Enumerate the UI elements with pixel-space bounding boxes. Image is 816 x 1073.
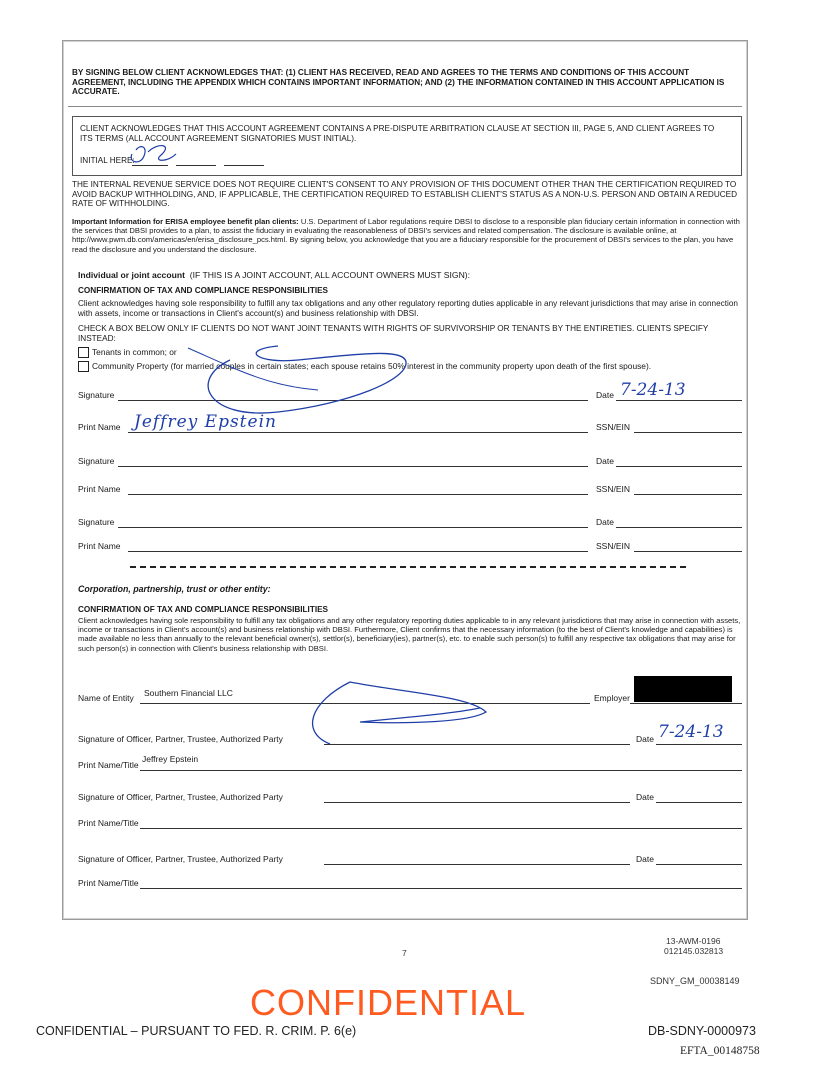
initial-line-2[interactable] [176, 165, 216, 166]
ssn-2-label: SSN/EIN [596, 484, 631, 494]
entity-print-1-value: Jeffrey Epstein [142, 754, 199, 764]
section-separator [130, 566, 686, 568]
entity-conf-heading: CONFIRMATION OF TAX AND COMPLIANCE RESPONSIBILITIES [78, 605, 329, 614]
entity-date-2-line[interactable] [656, 802, 742, 803]
entity-date-2-label: Date [636, 792, 654, 802]
entity-signature-handwriting [290, 672, 500, 752]
bates-db-sdny: DB-SDNY-0000973 [648, 1024, 756, 1038]
erisa-paragraph [72, 217, 740, 254]
page-number: 7 [402, 948, 407, 958]
entity-date-1-line[interactable] [656, 744, 742, 745]
form-code-1: 13-AWM-0196 [666, 936, 721, 946]
entity-signature-2-label: Signature of Officer, Partner, Trustee, Authorized Party [78, 792, 283, 802]
entity-signature-1-label: Signature of Officer, Partner, Trustee, Authorized Party [78, 734, 283, 744]
signature-1-label: Signature [78, 390, 115, 400]
irs-text: THE INTERNAL REVENUE SERVICE DOES NOT REQUIRE CLIENT'S CONSENT TO ANY PROVISION OF THIS DOCUMENT OTHER THAN THE CERTIFICATION REQUIRED TO AVOID BACKUP WITHHOLDING, AND, IF APPLICABLE, THE CERTIFICATION REQUIRED TO ESTABLISH CLIENT'S STATUS AS A NON-U.S. PERSON AND OBTAIN A REDUCED RATE OF WITHHOLDING. [72, 180, 738, 209]
signature-2-label: Signature [78, 456, 115, 466]
date-1-label: Date [596, 390, 614, 400]
ssn-3-label: SSN/EIN [596, 541, 631, 551]
signature-1-handwriting [178, 340, 418, 430]
community-property-label: Community Property (for married couples in certain states; each spouse retains 50% interest in the community property upon death of the first spouse). [92, 361, 652, 371]
erisa-text: U.S. Department of Labor regulations require DBSI to disclose to a responsible plan fiduciary certain information in connection with the services that DBSI provides to a plan, to assist the fiduciary in evaluating the reasonableness of DBSI's services and related compensation. The disclosure is available online, at http://www.pwm.db.com/americas/en/erisa_disclosure_pcs.html. By signing below, you acknowledge that you are a fiduciary responsible for the procurement of DBSI's services to the plan, you have read the disclosure and you understand the disclosure. [72, 217, 740, 254]
date-3-label: Date [596, 517, 614, 527]
form-code-2: 012145.032813 [664, 946, 724, 956]
initial-label: INITIAL HERE: [80, 156, 135, 165]
tenants-in-common-checkbox[interactable] [78, 347, 89, 358]
date-2-label: Date [596, 456, 614, 466]
bates-sdny-gm: SDNY_GM_00038149 [650, 976, 740, 986]
print-name-3-line[interactable] [128, 551, 588, 552]
bates-efta: EFTA_00148758 [680, 1045, 760, 1057]
community-property-checkbox[interactable] [78, 361, 89, 372]
confidential-note: CONFIDENTIAL – PURSUANT TO FED. R. CRIM. P. 6(e) [36, 1024, 357, 1038]
individual-heading: Individual or joint account [78, 270, 185, 280]
entity-name-value: Southern Financial LLC [144, 688, 233, 698]
entity-print-2-label: Print Name/Title [78, 818, 139, 828]
initial-line-3[interactable] [224, 165, 264, 166]
acknowledgement-text: BY SIGNING BELOW CLIENT ACKNOWLEDGES THAT: (1) CLIENT HAS RECEIVED, READ AND AGREES TO THE TERMS AND CONDITIONS OF THIS ACCOUNT AGREEMENT, INCLUDING THE APPENDIX WHICH CONTAINS IMPORTANT INFORMATION; AND (2) THE INFORMATION CONTAINED IN THIS ACCOUNT APPLICATION IS ACCURATE. [72, 68, 725, 97]
entity-signature-3-line[interactable] [324, 864, 630, 865]
print-name-1-value: Jeffrey Epstein [134, 412, 277, 432]
individual-heading-row [78, 270, 470, 280]
entity-date-3-label: Date [636, 854, 654, 864]
entity-print-3-line[interactable] [140, 888, 742, 889]
initial-handwriting [118, 140, 180, 170]
entity-signature-2-line[interactable] [324, 802, 630, 803]
employer-line[interactable] [630, 703, 742, 704]
signature-2-line[interactable] [118, 466, 588, 467]
entity-heading: Corporation, partnership, trust or other entity: [78, 584, 271, 594]
print-name-1-label: Print Name [78, 422, 121, 432]
date-3-line[interactable] [616, 527, 742, 528]
print-name-2-label: Print Name [78, 484, 121, 494]
entity-print-3-label: Print Name/Title [78, 878, 139, 888]
employer-redaction [634, 676, 732, 702]
date-2-line[interactable] [616, 466, 742, 467]
erisa-heading: Important Information for ERISA employee benefit plan clients: [72, 217, 299, 226]
print-name-3-label: Print Name [78, 541, 121, 551]
ssn-2-line[interactable] [634, 494, 742, 495]
ssn-3-line[interactable] [634, 551, 742, 552]
entity-signature-3-label: Signature of Officer, Partner, Trustee, Authorized Party [78, 854, 283, 864]
confidential-stamp: CONFIDENTIAL [250, 982, 527, 1023]
entity-print-1-line[interactable] [140, 770, 742, 771]
divider [68, 106, 742, 107]
entity-date-1-label: Date [636, 734, 654, 744]
print-name-2-line[interactable] [128, 494, 588, 495]
arbitration-text: CLIENT ACKNOWLEDGES THAT THIS ACCOUNT AGREEMENT CONTAINS A PRE-DISPUTE ARBITRATION CLAUSE AT SECTION III, PAGE 5, AND CLIENT AGREES TO ITS TERMS (ALL ACCOUNT AGREEMENT SIGNATORIES MUST INITIAL). [80, 124, 715, 143]
signature-3-label: Signature [78, 517, 115, 527]
individual-conf-heading: CONFIRMATION OF TAX AND COMPLIANCE RESPONSIBILITIES [78, 286, 329, 295]
individual-conf-text: Client acknowledges having sole responsibility to fulfill any tax obligations and any other regulatory reporting duties applicable in any relevant jurisdictions that may arise in connection with assets, income or transactions in Client's account(s) and business relationship with DBSI. [78, 299, 738, 318]
entity-date-3-line[interactable] [656, 864, 742, 865]
entity-conf-text: Client acknowledges having sole responsibility to fulfill any tax obligations and any other regulatory reporting duties applicable to in any relevant jurisdictions that may arise in connection with assets, income or transactions in Client's account(s) and business relationship with DBSI. Furthermore, Client confirms that the necessary information (to the best of Client's knowledge and capabilities) is made available no less than annually to the relevant beneficial owner(s), settlor(s), beneficiary(ies), partner(s), etc. to enable such person(s) to fulfill any respective tax obligations that may arise for such person(s) in connection with Client's business relationship with DBSI. [78, 616, 741, 653]
entity-date-1-value: 7-24-13 [658, 722, 724, 742]
ssn-1-label: SSN/EIN [596, 422, 631, 432]
entity-print-1-label: Print Name/Title [78, 760, 139, 770]
employer-label: Employer [594, 693, 630, 703]
signature-3-line[interactable] [118, 527, 588, 528]
individual-note: (IF THIS IS A JOINT ACCOUNT, ALL ACCOUNT OWNERS MUST SIGN): [189, 270, 471, 280]
date-1-line[interactable] [616, 400, 742, 401]
tenants-in-common-label: Tenants in common; or [92, 347, 177, 357]
check-instruction: CHECK A BOX BELOW ONLY IF CLIENTS DO NOT WANT JOINT TENANTS WITH RIGHTS OF SURVIVORSHIP OR TENANTS BY THE ENTIRETIES. CLIENTS SPECIFY INSTEAD: [78, 324, 709, 343]
ssn-1-line[interactable] [634, 432, 742, 433]
date-1-value: 7-24-13 [620, 380, 686, 400]
entity-print-2-line[interactable] [140, 828, 742, 829]
print-name-1-line[interactable] [128, 432, 588, 433]
entity-name-label: Name of Entity [78, 693, 134, 703]
